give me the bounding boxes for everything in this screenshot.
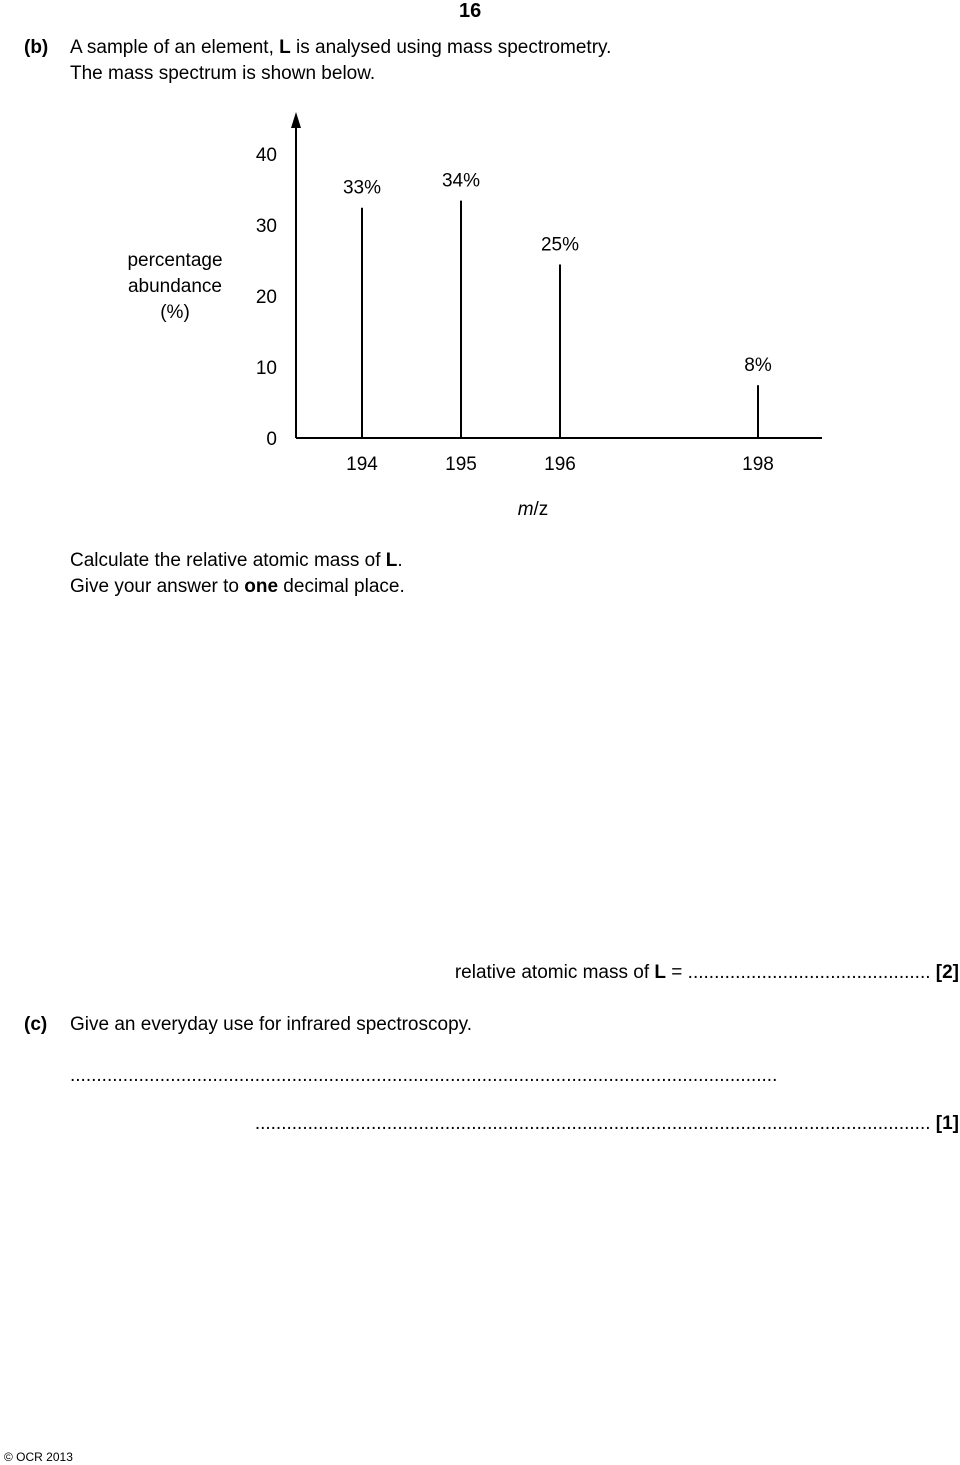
part-c-answer-line2[interactable]: ................................................................................................................................ [1] [254, 1113, 959, 1134]
y-tick-label: 30 [255, 216, 277, 237]
part-b-intro-post: is analysed using mass spectrometry. [290, 37, 612, 58]
answer-dots[interactable]: .............................................. [687, 962, 931, 983]
y-tick-label: 20 [255, 287, 277, 308]
task-line2-pre: Give your answer to [70, 576, 245, 597]
y-tick-label: 10 [255, 358, 277, 379]
mass-spectrum-chart [0, 0, 960, 530]
element-symbol: L [279, 37, 291, 58]
peak-value-label: 34% [441, 170, 481, 192]
part-c-label: (c) [24, 1014, 48, 1035]
part-b-task-line1 [70, 551, 403, 570]
answer-element: L [654, 962, 667, 983]
task-element-symbol: L [385, 550, 398, 571]
part-b-intro-pre: A sample of an element, [70, 37, 280, 58]
task-post: . [397, 550, 403, 571]
footer-copyright: © OCR 2013 [4, 1450, 73, 1464]
part-b-task-line2 [70, 577, 405, 596]
task-line2-bold: one [244, 576, 279, 597]
part-c-answer-line1[interactable]: ...................................................................................................................................... [70, 1066, 778, 1085]
answer-post: = [666, 962, 688, 983]
part-c-question: Give an everyday use for infrared spectroscopy. [70, 1014, 473, 1035]
answer-line [455, 963, 959, 982]
answer-pre: relative atomic mass of [454, 962, 655, 983]
x-tick-label: 194 [346, 454, 378, 475]
peak-value-label: 33% [342, 177, 382, 199]
task-line2-post: decimal place. [278, 576, 405, 597]
peak-value-label: 8% [744, 355, 772, 377]
y-axis-label: percentage [127, 250, 223, 271]
task-pre: Calculate the relative atomic mass of [70, 550, 386, 571]
x-tick-label: 195 [445, 454, 477, 475]
x-tick-label: 198 [742, 454, 774, 475]
part-b-intro-line2: The mass spectrum is shown below. [70, 63, 376, 84]
y-tick-label: 40 [255, 145, 277, 166]
y-tick-label: 0 [266, 429, 277, 450]
page-number: 16 [459, 0, 482, 22]
x-axis-label: m/z [517, 499, 549, 520]
y-axis-arrowhead [291, 112, 301, 128]
y-axis-label: abundance [127, 276, 223, 297]
part-b-label: (b) [24, 37, 49, 58]
x-tick-label: 196 [544, 454, 576, 475]
answer-marks: [2] [930, 962, 959, 983]
part-c-marks: [1] [930, 1113, 959, 1134]
y-axis-label: (%) [160, 302, 190, 323]
peak-value-label: 25% [540, 234, 580, 256]
